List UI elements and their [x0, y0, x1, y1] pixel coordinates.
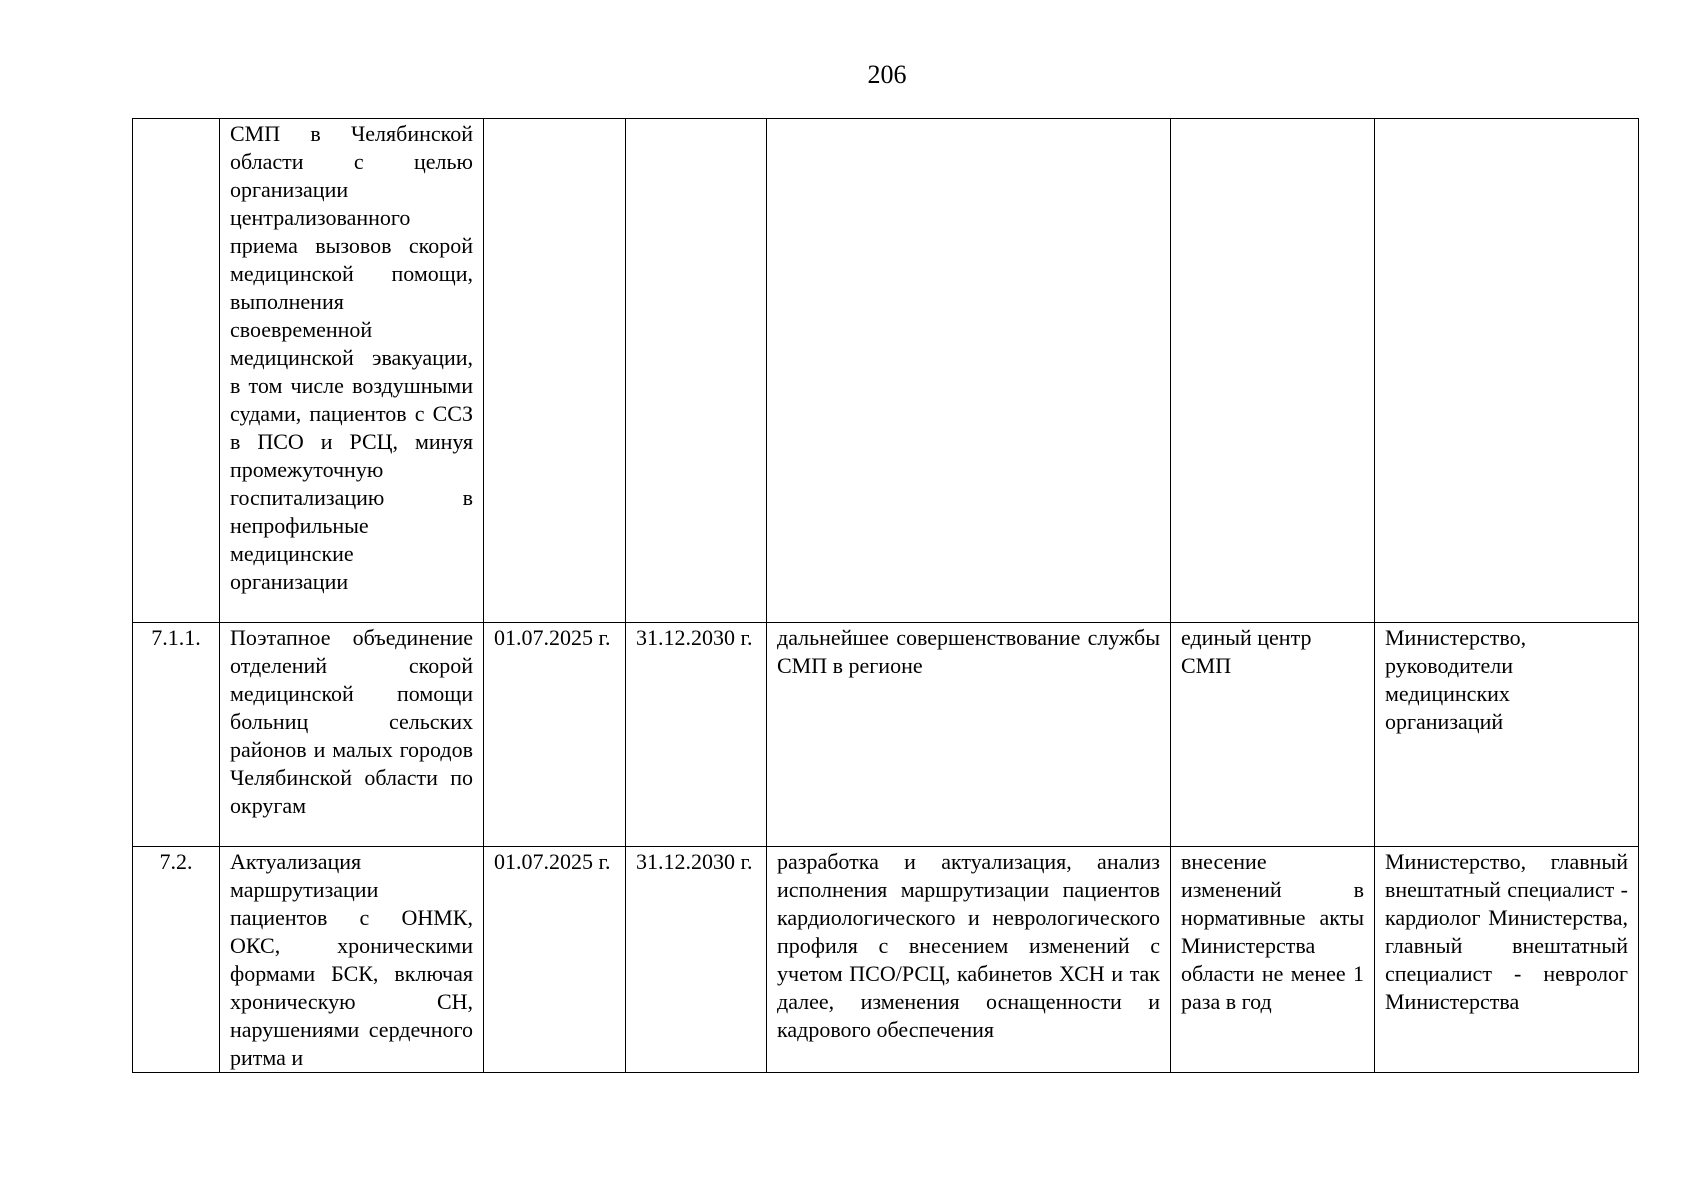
cell-measure-name: Поэтапное объединение отделений скорой медицинской помощи больниц сельских районов и малых городов Челябинской области по округам [220, 623, 484, 847]
cell-measure-name: СМП в Челябинской области с целью организации централизованного приема вызовов скорой медицинской помощи, выполнения своевременной медицинской эвакуации, в том числе воздушными судами, пациентов с ССЗ в ПСО и РСЦ, минуя промежуточную госпитализацию в непрофильные медицинские организации [220, 119, 484, 623]
cell-responsible [1375, 119, 1639, 623]
cell-number: 7.2. [133, 847, 220, 1073]
cell-end-date: 31.12.2030 г. [626, 623, 767, 847]
table-row [133, 119, 1639, 623]
cell-responsible: Министерство, главный внештатный специалист - кардиолог Министерства, главный внештатный специалист - невролог Министерства [1375, 847, 1639, 1073]
table-row [133, 847, 1639, 1073]
cell-result [1171, 119, 1375, 623]
cell-measure-name: Актуализация маршрутизации пациентов с ОНМК, ОКС, хроническими формами БСК, включая хроническую СН, нарушениями сердечного ритма и [220, 847, 484, 1073]
table-row [133, 623, 1639, 847]
cell-result: единый центр СМП [1171, 623, 1375, 847]
cell-responsible: Министерство, руководители медицинских организаций [1375, 623, 1639, 847]
cell-description: разработка и актуализация, анализ исполнения маршрутизации пациентов кардиологического и неврологического профиля с внесением изменений с учетом ПСО/РСЦ, кабинетов ХСН и так далее, изменения оснащенности и кадрового обеспечения [767, 847, 1171, 1073]
cell-number [133, 119, 220, 623]
cell-end-date: 31.12.2030 г. [626, 847, 767, 1073]
cell-end-date [626, 119, 767, 623]
cell-description: дальнейшее совершенствование службы СМП в регионе [767, 623, 1171, 847]
cell-start-date: 01.07.2025 г. [484, 623, 626, 847]
cell-start-date [484, 119, 626, 623]
cell-number: 7.1.1. [133, 623, 220, 847]
cell-start-date: 01.07.2025 г. [484, 847, 626, 1073]
page-number: 206 [867, 60, 907, 89]
cell-result: внесение изменений в нормативные акты Министерства области не менее 1 раза в год [1171, 847, 1375, 1073]
measures-table [132, 118, 1639, 1073]
cell-description [767, 119, 1171, 623]
